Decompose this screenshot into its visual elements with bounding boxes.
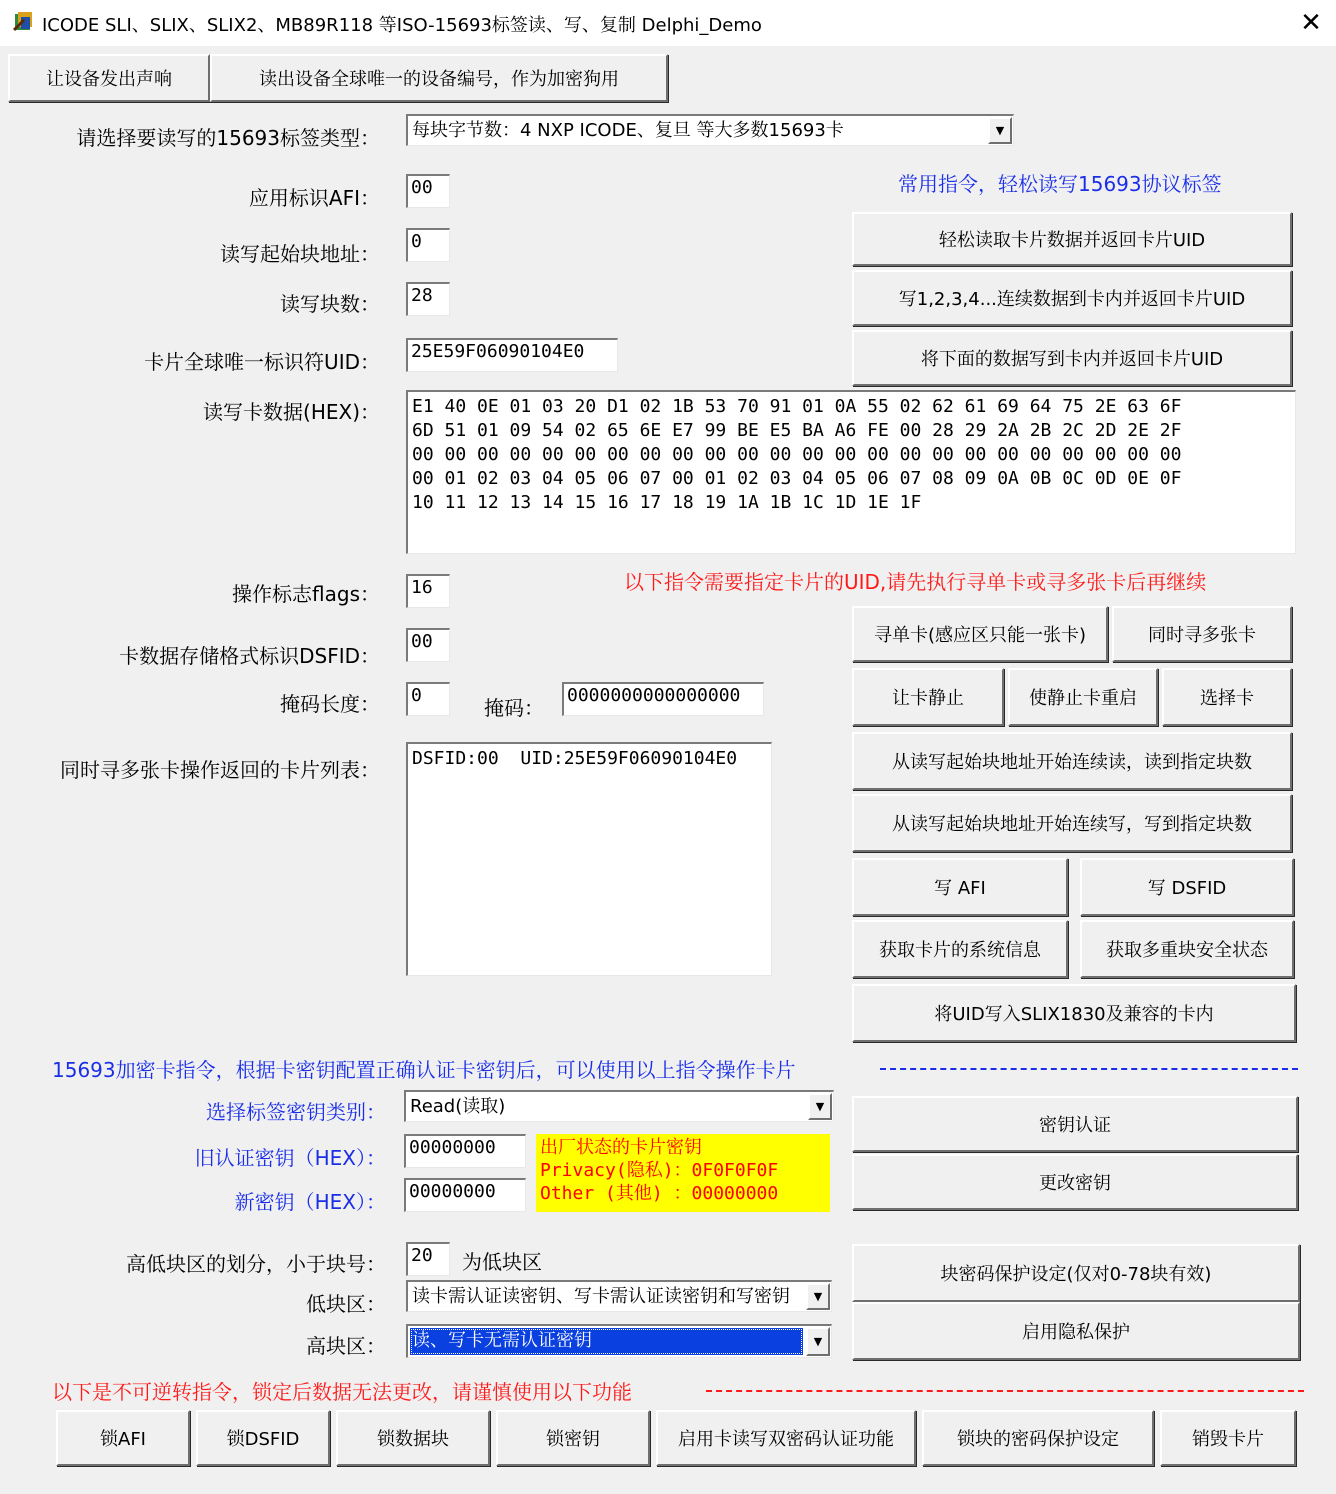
flags-input[interactable]: 16 — [406, 574, 450, 608]
tag-type-select[interactable] — [406, 114, 1014, 146]
destroy-card-button[interactable]: 销毁卡片 — [1160, 1410, 1296, 1466]
dual-auth-button[interactable]: 启用卡读写双密码认证功能 — [656, 1410, 916, 1466]
tag-type-value: 每块字节数：4 NXP ICODE、复旦 等大多数15693卡 — [412, 120, 844, 141]
find-multi-button[interactable]: 同时寻多张卡 — [1112, 606, 1292, 662]
app-icon — [12, 10, 36, 34]
flags-label: 操作标志flags： — [232, 582, 380, 606]
write-seq-button[interactable]: 写1,2,3,4...连续数据到卡内并返回卡片UID — [852, 270, 1292, 326]
mask-input[interactable]: 0000000000000000 — [562, 682, 764, 716]
dropdown-arrow-icon[interactable]: ▼ — [806, 1327, 830, 1356]
block-split-label: 高低块区的划分，小于块号： — [126, 1252, 386, 1276]
key-type-value: Read(读取) — [410, 1096, 506, 1117]
data-label: 读写卡数据(HEX)： — [203, 400, 380, 424]
write-below-button[interactable]: 将下面的数据写到卡内并返回卡片UID — [852, 330, 1292, 386]
low-block-label: 低块区： — [306, 1292, 386, 1316]
lock-afi-button[interactable]: 锁AFI — [56, 1410, 190, 1466]
window-title: ICODE SLI、SLIX、SLIX2、MB89R118 等ISO-15693标签读、写、复制 Delphi_Demo — [42, 15, 762, 36]
select-card-button[interactable]: 选择卡 — [1162, 668, 1292, 726]
irreversible-heading-divider — [706, 1390, 1304, 1392]
data-hex-textarea[interactable]: E1 40 0E 01 03 20 D1 02 1B 53 70 91 01 0A 55 02 62 61 69 64 75 2E 63 6F 6D 51 01 09 54 02 65 6E E7 99 BE E5 BA A6 FE 00 28 29 2A 2B 2C 2D 2E 2F 00 00 00 00 00 00 00 00 00 00 00 00 00 00 00 00 00 00 00 00 00 00 00 00 00 01 02 03 04 05 06 07 00 01 02 03 04 05 06 07 08 09 0A 0B 0C 0D 0E 0F 10 11 12 13 14 15 16 17 18 19 1A 1B 1C 1D 1E 1F — [406, 390, 1296, 554]
dropdown-arrow-icon[interactable]: ▼ — [806, 1283, 830, 1310]
block-protect-button[interactable]: 块密码保护设定(仅对0-78块有效) — [852, 1244, 1300, 1302]
mask-length-input[interactable]: 0 — [406, 682, 450, 716]
write-afi-button[interactable]: 写 AFI — [852, 858, 1068, 916]
crypto-heading-divider — [880, 1068, 1298, 1070]
block-count-input[interactable]: 28 — [406, 282, 450, 316]
old-key-label: 旧认证密钥（HEX）： — [194, 1146, 386, 1170]
afi-input[interactable]: 00 — [406, 174, 450, 208]
mask-length-label: 掩码长度： — [280, 692, 380, 716]
uid-warning-text: 以下指令需要指定卡片的UID,请先执行寻单卡或寻多张卡后再继续 — [624, 570, 1207, 594]
new-key-input[interactable]: 00000000 — [404, 1178, 526, 1212]
lock-key-button[interactable]: 锁密钥 — [496, 1410, 650, 1466]
low-block-select[interactable] — [406, 1280, 832, 1312]
write-blocks-button[interactable]: 从读写起始块地址开始连续写，写到指定块数 — [852, 794, 1292, 852]
uid-label: 卡片全球唯一标识符UID： — [144, 350, 380, 374]
multi-block-security-button[interactable]: 获取多重块安全状态 — [1080, 920, 1294, 978]
high-block-value: 读、写卡无需认证密钥 — [410, 1328, 803, 1355]
find-single-button[interactable]: 寻单卡(感应区只能一张卡) — [852, 606, 1108, 662]
card-list-textarea[interactable]: DSFID:00 UID:25E59F06090104E0 — [406, 742, 772, 976]
dropdown-arrow-icon[interactable]: ▼ — [808, 1093, 832, 1120]
block-count-label: 读写块数： — [280, 292, 380, 316]
factory-key-title: 出厂状态的卡片密钥 — [540, 1137, 702, 1158]
beep-button[interactable]: 让设备发出声响 — [8, 54, 210, 102]
block-split-suffix: 为低块区 — [462, 1250, 542, 1274]
common-commands-heading: 常用指令，轻松读写15693协议标签 — [898, 172, 1222, 196]
write-uid-slix-button[interactable]: 将UID写入SLIX1830及兼容的卡内 — [852, 984, 1296, 1042]
crypto-heading: 15693加密卡指令，根据卡密钥配置正确认证卡密钥后，可以使用以上指令操作卡片 — [52, 1058, 796, 1082]
high-block-select[interactable] — [406, 1324, 832, 1358]
start-block-label: 读写起始块地址： — [220, 242, 380, 266]
afi-label: 应用标识AFI： — [248, 186, 380, 210]
old-key-input[interactable]: 00000000 — [404, 1134, 526, 1168]
dropdown-arrow-icon[interactable]: ▼ — [988, 117, 1012, 144]
key-type-label: 选择标签密钥类别： — [206, 1100, 386, 1124]
change-key-button[interactable]: 更改密钥 — [852, 1154, 1298, 1210]
start-block-input[interactable]: 0 — [406, 228, 450, 262]
key-type-select[interactable] — [404, 1090, 834, 1122]
stay-quiet-button[interactable]: 让卡静止 — [852, 668, 1004, 726]
tag-type-label: 请选择要读写的15693标签类型： — [76, 126, 380, 150]
dsfid-label: 卡数据存储格式标识DSFID： — [119, 644, 380, 668]
low-block-value: 读卡需认证读密钥、写卡需认证读密钥和写密钥 — [412, 1286, 790, 1307]
lock-block-button[interactable]: 锁数据块 — [336, 1410, 490, 1466]
uid-input[interactable]: 25E59F06090104E0 — [406, 338, 618, 372]
lock-dsfid-button[interactable]: 锁DSFID — [196, 1410, 330, 1466]
dsfid-input[interactable]: 00 — [406, 628, 450, 662]
easy-read-button[interactable]: 轻松读取卡片数据并返回卡片UID — [852, 212, 1292, 266]
read-device-id-button[interactable]: 读出设备全球唯一的设备编号，作为加密狗用 — [210, 54, 668, 102]
factory-key-other: Other (其他) ：00000000 — [540, 1183, 779, 1204]
key-auth-button[interactable]: 密钥认证 — [852, 1096, 1298, 1152]
system-info-button[interactable]: 获取卡片的系统信息 — [852, 920, 1068, 978]
factory-key-privacy: Privacy(隐私)：0F0F0F0F — [540, 1160, 779, 1181]
read-blocks-button[interactable]: 从读写起始块地址开始连续读，读到指定块数 — [852, 732, 1292, 790]
mask-label: 掩码： — [484, 696, 544, 720]
block-split-input[interactable]: 20 — [406, 1242, 450, 1276]
high-block-label: 高块区： — [306, 1334, 386, 1358]
card-list-label: 同时寻多张卡操作返回的卡片列表： — [60, 758, 380, 782]
irreversible-heading: 以下是不可逆转指令，锁定后数据无法更改，请谨慎使用以下功能 — [52, 1380, 632, 1404]
lock-block-protect-button[interactable]: 锁块的密码保护设定 — [922, 1410, 1154, 1466]
reset-ready-button[interactable]: 使静止卡重启 — [1008, 668, 1158, 726]
write-dsfid-button[interactable]: 写 DSFID — [1080, 858, 1294, 916]
privacy-protect-button[interactable]: 启用隐私保护 — [852, 1302, 1300, 1360]
close-icon[interactable]: ✕ — [1300, 8, 1322, 38]
factory-key-note — [536, 1134, 830, 1212]
new-key-label: 新密钥（HEX）： — [234, 1190, 386, 1214]
